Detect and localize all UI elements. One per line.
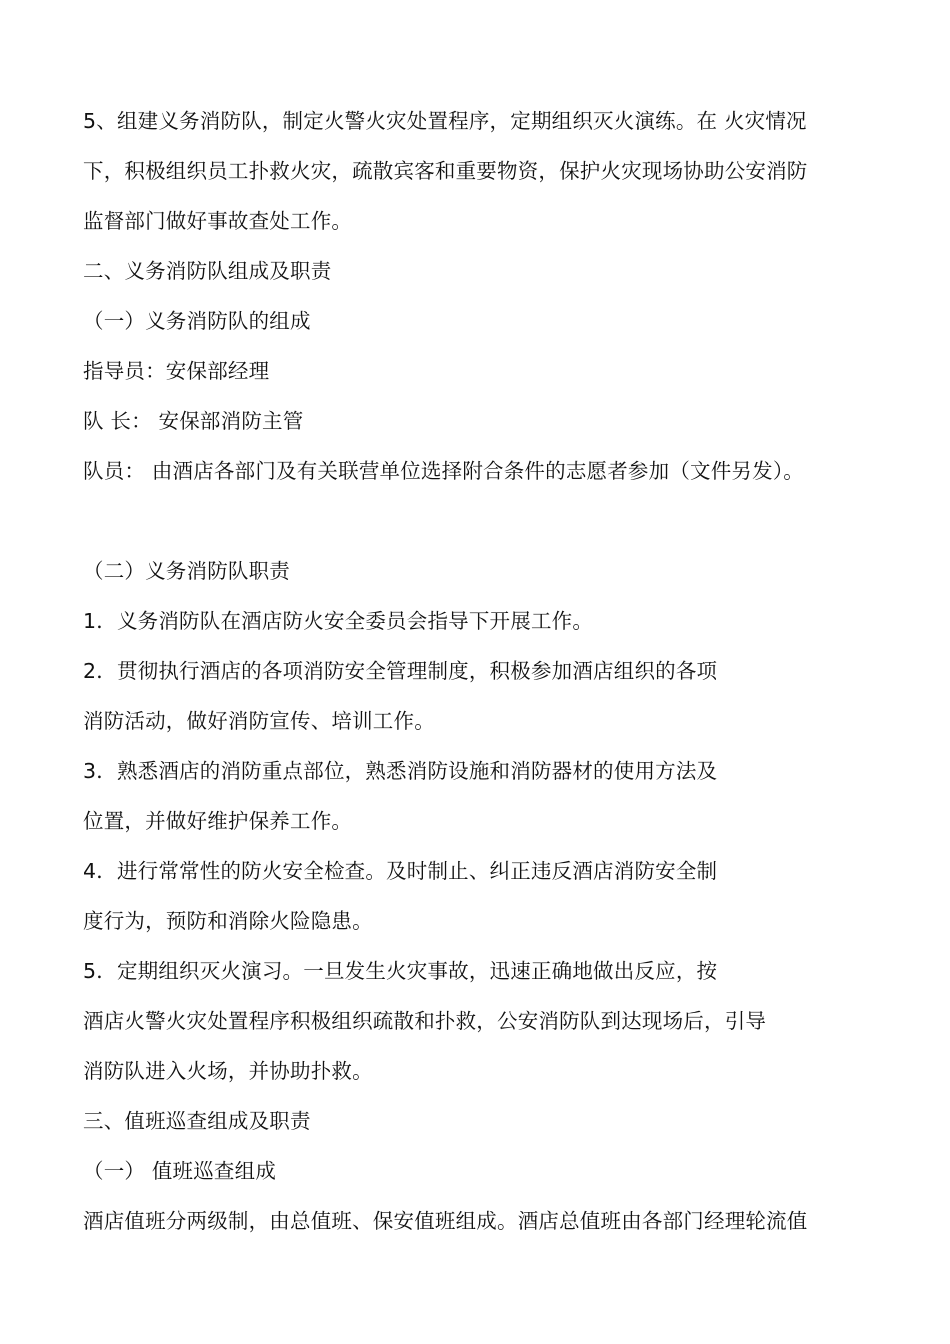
text-line: 酒店值班分两级制，由总值班、保安值班组成。酒店总值班由各部门经理轮流值	[83, 1209, 808, 1233]
text-line: 指导员：安保部经理	[83, 359, 270, 383]
text-line: 队 长： 安保部消防主管	[83, 409, 304, 433]
text-line: 队员： 由酒店各部门及有关联营单位选择附合条件的志愿者参加（文件另发）。	[83, 459, 804, 483]
section-heading: 二、义务消防队组成及职责	[83, 259, 332, 283]
text-line: 5．定期组织灭火演习。一旦发生火灾事故，迅速正确地做出反应，按	[83, 959, 718, 983]
subsection-heading: （二）义务消防队职责	[83, 559, 290, 583]
text-line: 监督部门做好事故查处工作。	[83, 209, 353, 233]
section-heading: 三、值班巡查组成及职责	[83, 1109, 311, 1133]
text-line: 度行为，预防和消除火险隐患。	[83, 909, 373, 933]
text-line: 位置，并做好维护保养工作。	[83, 809, 353, 833]
text-line: 5、组建义务消防队，制定火警火灾处置程序，定期组织灭火演练。在 火灾情况	[83, 109, 807, 133]
text-line: 4．进行常常性的防火安全检查。及时制止、纠正违反酒店消防安全制	[83, 859, 718, 883]
text-line: 下，积极组织员工扑救火灾，疏散宾客和重要物资，保护火灾现场协助公安消防	[83, 159, 808, 183]
subsection-heading: （一） 值班巡查组成	[83, 1159, 277, 1183]
text-line: 3．熟悉酒店的消防重点部位，熟悉消防设施和消防器材的使用方法及	[83, 759, 718, 783]
text-line: 2．贯彻执行酒店的各项消防安全管理制度，积极参加酒店组织的各项	[83, 659, 718, 683]
text-line: 酒店火警火灾处置程序积极组织疏散和扑救，公安消防队到达现场后，引导	[83, 1009, 767, 1033]
text-line: 1．义务消防队在酒店防火安全委员会指导下开展工作。	[83, 609, 594, 633]
text-line: 消防活动，做好消防宣传、培训工作。	[83, 709, 435, 733]
subsection-heading: （一）义务消防队的组成	[83, 309, 311, 333]
text-line: 消防队进入火场，并协助扑救。	[83, 1059, 373, 1083]
